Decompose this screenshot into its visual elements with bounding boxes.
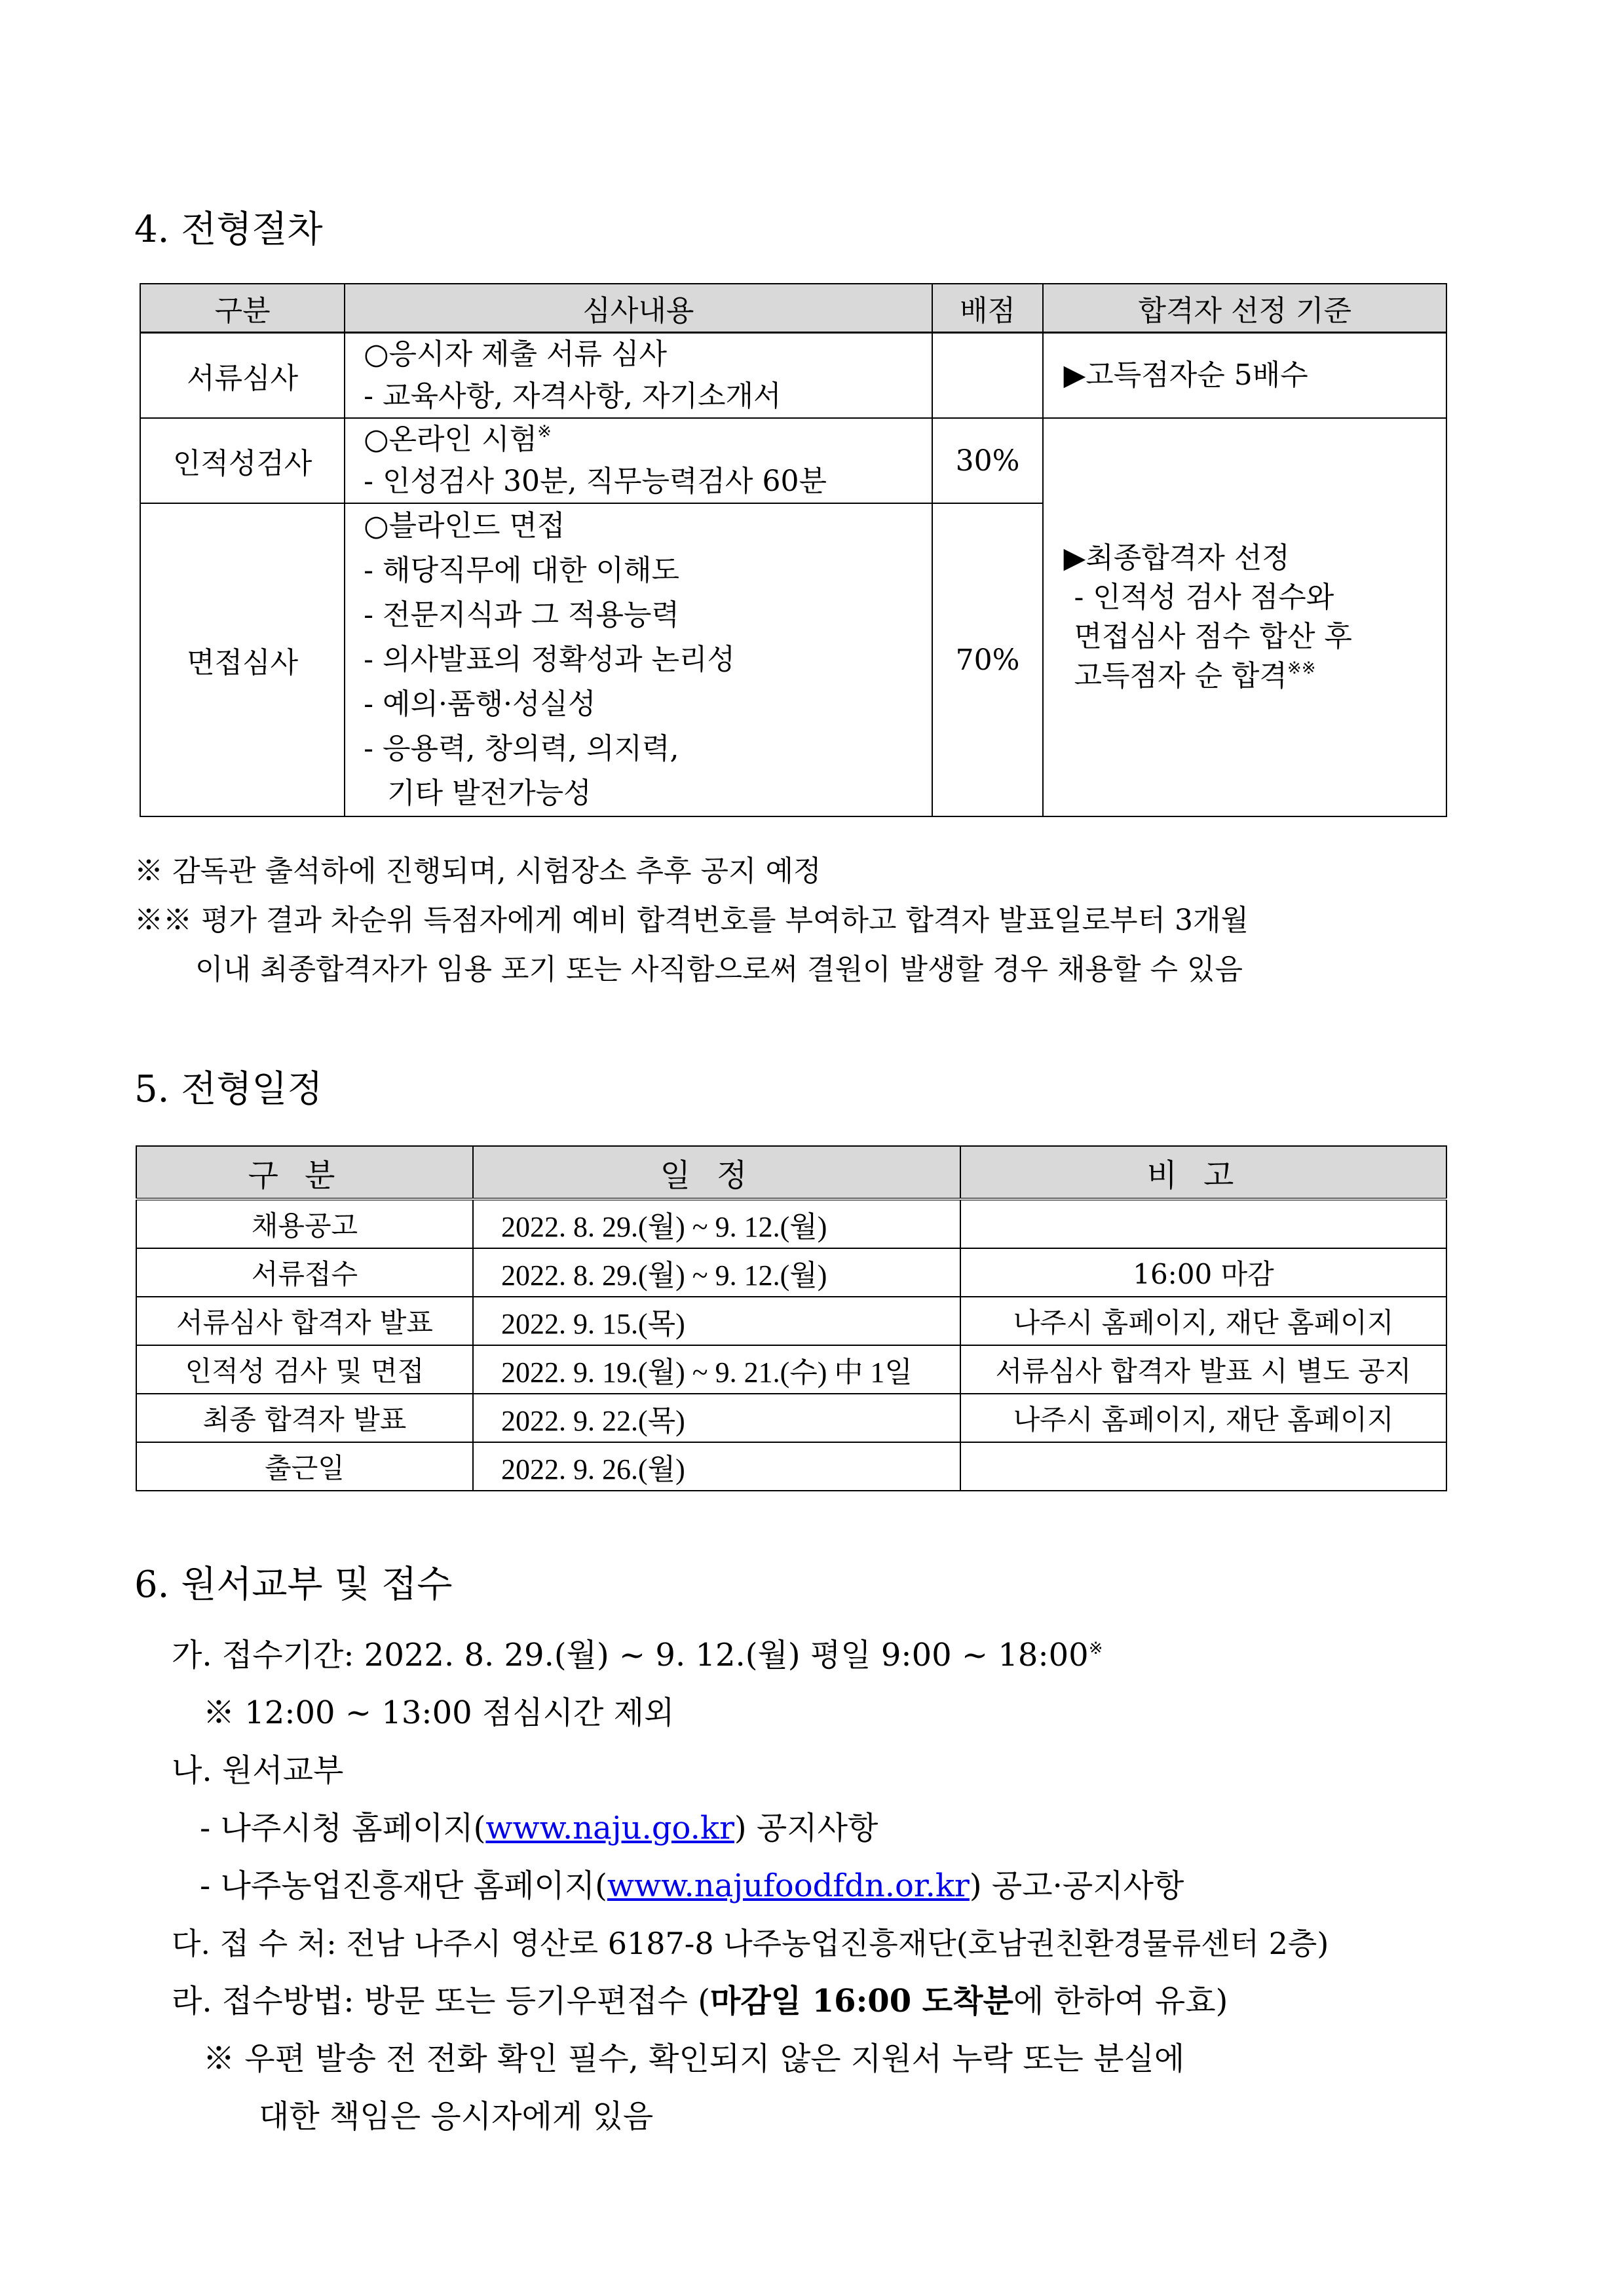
mail-note-cont: 대한 책임은 응시자에게 있음	[259, 2098, 654, 2135]
table-row: 채용공고 2022. 8. 29.(월) ~ 9. 12.(월)	[136, 1199, 1446, 1248]
header-category: 구분	[136, 1146, 473, 1199]
row-score: 70%	[932, 503, 1044, 816]
naju-city-link[interactable]: www.naju.go.kr	[485, 1810, 734, 1846]
table-row	[140, 418, 1446, 503]
table-row: 인적성 검사 및 면접 2022. 9. 19.(월) ~ 9. 21.(수) 中 1일 서류심사 합격자 발표 시 별도 공지	[136, 1345, 1446, 1394]
application-distribution: 나. 원서교부	[172, 1752, 344, 1789]
section-6-title: 6. 원서교부 및 접수	[134, 1563, 453, 1606]
row-score	[932, 333, 1044, 419]
section-5-title: 5. 전형일정	[134, 1068, 323, 1111]
header-remarks: 비고	[960, 1146, 1446, 1199]
row-category: 면접심사	[140, 503, 345, 816]
header-criteria: 합격자 선정 기준	[1043, 284, 1446, 333]
table-row: 서류심사 합격자 발표 2022. 9. 15.(목) 나주시 홈페이지, 재단 홈페이지	[136, 1297, 1446, 1345]
screening-procedure-table	[140, 283, 1447, 817]
table-row: 출근일 2022. 9. 26.(월)	[136, 1442, 1446, 1491]
application-period: 가. 접수기간: 2022. 8. 29.(월) ~ 9. 12.(월) 평일 9:00 ~ 18:00※	[172, 1637, 1103, 1674]
header-category: 구분	[140, 284, 345, 333]
row-criteria: ▶고득점자순 5배수	[1043, 333, 1446, 419]
section-4-title: 4. 전형절차	[134, 208, 323, 251]
footnote-1: ※ 감독관 출석하에 진행되며, 시험장소 추후 공지 예정	[134, 854, 821, 888]
header-schedule: 일정	[473, 1146, 960, 1199]
row-content: ○응시자 제출 서류 심사 - 교육사항, 자격사항, 자기소개서	[345, 333, 932, 419]
row-category: 인적성검사	[140, 418, 345, 503]
header-content: 심사내용	[345, 284, 932, 333]
row-score: 30%	[932, 418, 1044, 503]
row-criteria: ▶최종합격자 선정 - 인적성 검사 점수와 면접심사 점수 합산 후 고득점자 순 합격※※	[1043, 418, 1446, 816]
application-place: 다. 접 수 처: 전남 나주시 영산로 6187-8 나주농업진흥재단(호남권친환경물류센터 2층)	[172, 1926, 1329, 1961]
distribution-item-1: - 나주시청 홈페이지(www.naju.go.kr) 공지사항	[200, 1810, 878, 1846]
row-content: ○온라인 시험※ - 인성검사 30분, 직무능력검사 60분	[345, 418, 932, 503]
mail-note: ※ 우편 발송 전 전화 확인 필수, 확인되지 않은 지원서 누락 또는 분실에	[203, 2040, 1185, 2077]
schedule-table	[136, 1145, 1447, 1491]
row-content: ○블라인드 면접 - 해당직무에 대한 이해도 - 전문지식과 그 적용능력 - 의사발표의 정확성과 논리성 - 예의·품행·성실성 - 응용력, 창의력, 의지력, 기타 발전가능성	[345, 503, 932, 816]
table-row	[140, 333, 1446, 419]
lunch-note: ※ 12:00 ~ 13:00 점심시간 제외	[203, 1694, 675, 1731]
table-row: 서류접수 2022. 8. 29.(월) ~ 9. 12.(월) 16:00 마감	[136, 1248, 1446, 1297]
foundation-link[interactable]: www.najufoodfdn.or.kr	[607, 1867, 970, 1904]
footnote-2-cont: 이내 최종합격자가 임용 포기 또는 사직함으로써 결원이 발생할 경우 채용할 수 있음	[195, 953, 1243, 986]
table-row: 최종 합격자 발표 2022. 9. 22.(목) 나주시 홈페이지, 재단 홈페이지	[136, 1394, 1446, 1442]
application-method: 라. 접수방법: 방문 또는 등기우편접수 (마감일 16:00 도착분에 한하여 유효)	[172, 1983, 1228, 2019]
footnote-2: ※※ 평가 결과 차순위 득점자에게 예비 합격번호를 부여하고 합격자 발표일로부터 3개월	[134, 904, 1249, 937]
header-score: 배점	[932, 284, 1044, 333]
table-header-row	[136, 1146, 1446, 1199]
table-header-row	[140, 284, 1446, 333]
distribution-item-2: - 나주농업진흥재단 홈페이지(www.najufoodfdn.or.kr) 공고·공지사항	[200, 1867, 1184, 1904]
row-category: 서류심사	[140, 333, 345, 419]
